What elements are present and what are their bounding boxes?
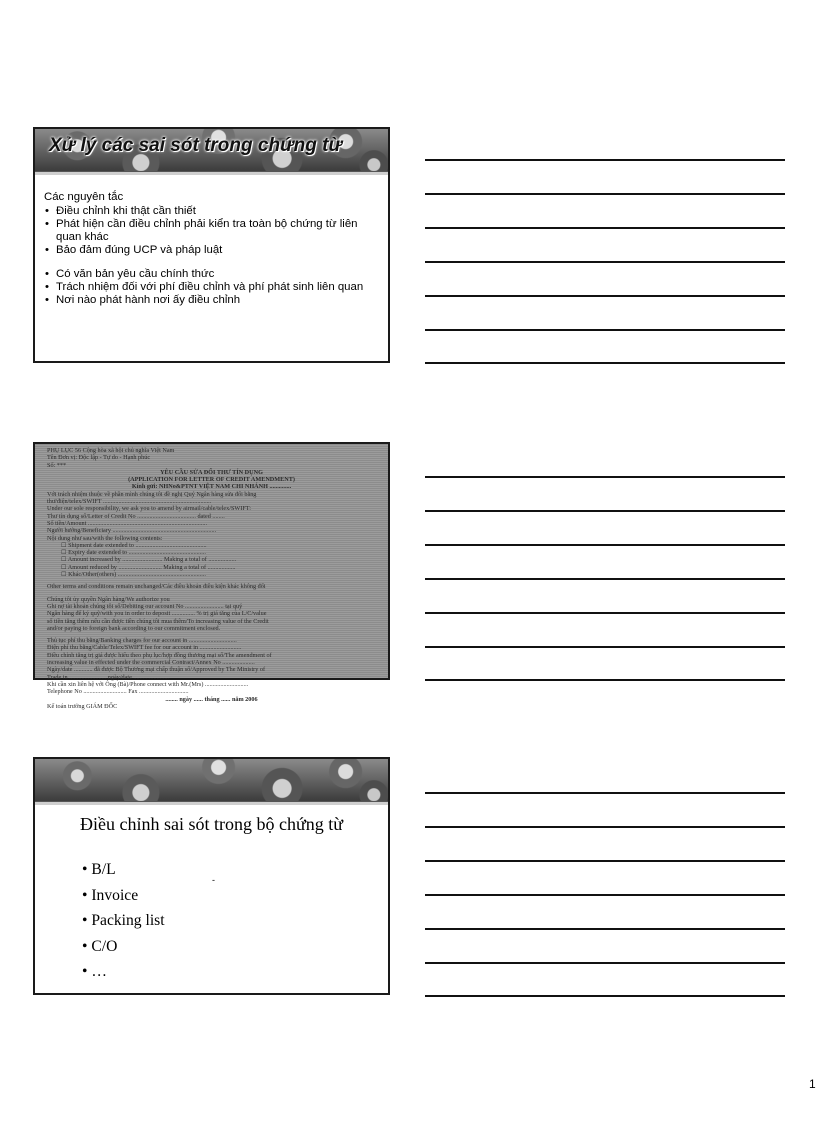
list-item: • … <box>82 959 388 985</box>
list-item: • B/L <box>82 857 388 883</box>
note-line <box>425 962 785 964</box>
form-line: ☐ Expiry date extended to .................................................. <box>61 549 206 557</box>
list-item: • Invoice <box>82 883 388 909</box>
note-line <box>425 295 785 297</box>
form-line: Người hưởng/Beneficiary ................................................................... <box>47 527 217 535</box>
form-line: and/or paying to foreign bank according to our commitment enclosed. <box>47 624 221 632</box>
note-line <box>425 329 785 331</box>
page-number: 1 <box>809 1077 816 1091</box>
list-item: • Điều chỉnh khi thật cần thiết <box>44 205 378 218</box>
form-subtitle: (APPLICATION FOR LETTER OF CREDIT AMENDMENT) <box>128 476 295 484</box>
form-line: Chúng tôi ủy quyền Ngân hàng/We authorize you <box>47 595 170 603</box>
form-title: YÊU CẦU SỬA ĐỔI THƯ TÍN DỤNG <box>160 468 263 476</box>
slide-title: Điều chỉnh sai sót trong bộ chứng từ <box>80 814 343 834</box>
list-item: • C/O <box>82 934 388 960</box>
note-line <box>425 894 785 896</box>
note-line <box>425 679 785 681</box>
scanned-form-image <box>35 444 388 710</box>
form-line: Other terms and conditions remain unchanged/Các điều khoản điều kiện khác không đổi <box>47 583 266 591</box>
form-line: Tên Đơn vị: Độc lập - Tự do - Hạnh phúc <box>47 454 151 462</box>
form-line: số tiền tăng thêm nếu cần được tiền chúng tôi mua thêm/To increasing value of the Credit <box>47 617 269 625</box>
form-line: thư/điện/telex/SWIFT ...................................................................... <box>47 498 212 506</box>
note-line <box>425 612 785 614</box>
form-line: Với trách nhiệm thuộc về phần mình chúng tôi đề nghị Quý Ngân hàng sửa đổi bằng <box>47 490 257 498</box>
form-line: Under our sole responsibility, we ask you to amend by airmail/cable/telex/SWIFT: <box>47 505 251 513</box>
list-item: • Nơi nào phát hành nơi ấy điều chỉnh <box>44 294 378 307</box>
form-line: Ngày/date ............ đã được Bộ Thương mại chấp thuận số/Approved by The Ministry of <box>47 666 266 674</box>
form-line: Kính gửi: NHNo&PTNT VIỆT NAM CHI NHÁNH .............. <box>131 483 292 491</box>
slide-3 <box>33 757 390 995</box>
note-line <box>425 510 785 512</box>
slide-body <box>35 805 388 985</box>
list-item: • Phát hiện cần điều chỉnh phải kiển tra toàn bộ chứng từ liên quan khác <box>44 218 378 244</box>
form-line: ........ ngày ...... tháng ...... năm 2006 <box>165 695 258 703</box>
slide-1 <box>33 127 390 363</box>
note-line <box>425 860 785 862</box>
note-line <box>425 792 785 794</box>
form-line: Thư tín dụng số/Letter of Credit No ...................................... dated ........ <box>47 512 225 520</box>
form-line: ☐ Amount increased by .......................... Making a total of .................. <box>61 556 237 564</box>
principles-heading: Các nguyên tắc <box>44 191 124 203</box>
note-line <box>425 928 785 930</box>
list-item: • Packing list <box>82 908 388 934</box>
form-line: Thủ tục phí thu bằng/Banking charges for our account in ............................... <box>47 637 237 645</box>
form-line: ☐ Khác/Other(others) ......................................................... <box>61 571 206 579</box>
slide-banner <box>35 129 388 171</box>
form-line: PHỤ LỤC 56 Cộng hòa xã hội chủ nghĩa Việt Nam <box>47 447 175 454</box>
form-line: increasing value in effected under the commercial Contract/Annex No ..................... <box>47 659 255 667</box>
note-line <box>425 227 785 229</box>
note-line <box>425 826 785 828</box>
note-line <box>425 193 785 195</box>
note-line <box>425 578 785 580</box>
form-line: Trade in ........................ ngày/date ....................... <box>47 673 169 681</box>
form-line: Ngân hàng để ký quỹ/with you in order to deposit ............... % trị giá tăng của L/C/value <box>47 610 267 618</box>
form-line: ☐ Shipment date extended to .............................................. <box>61 541 207 549</box>
slide-banner <box>35 759 388 801</box>
list-item: • Bảo đảm đúng UCP và pháp luật <box>44 244 378 257</box>
note-line <box>425 261 785 263</box>
list-item: • Có văn bản yêu cầu chính thức <box>44 268 378 281</box>
form-line: Điện phí thu bằng/Cable/Telex/SWIFT fee for our account in ........................... <box>47 644 242 652</box>
principles-list <box>44 205 378 307</box>
form-line: Số: *** <box>47 461 67 469</box>
form-signature-line: Kế toán trưởng GIÁM ĐỐC <box>47 702 118 710</box>
form-line: Nội dung như sau/with the following contents: <box>47 534 163 542</box>
slide-title: Xử lý các sai sót trong chứng từ <box>49 135 343 156</box>
form-line: Ghi nợ tài khoản chúng tôi số/Debiting our account No ......................... tại quý <box>47 602 243 610</box>
note-line <box>425 159 785 161</box>
form-line: Điều chỉnh tăng trị giá được hiểu theo phụ lục/hợp đồng thương mại số/The amendment of <box>47 651 272 659</box>
form-line: Khi cần xin liên hệ với Ông (Bà)/Phone connect with Mr.(Mrs) ............................ <box>47 680 249 688</box>
form-line: Số tiền/Amount ............................................................................. <box>47 519 208 527</box>
note-line <box>425 544 785 546</box>
form-line: Telephone No ............................ Fax ................................ <box>47 688 189 696</box>
form-line: ☐ Amount reduced by ............................ Making a total of .................. <box>61 563 236 571</box>
note-line <box>425 646 785 648</box>
stray-dash: - <box>212 875 215 885</box>
note-line <box>425 476 785 478</box>
slide-body <box>35 175 388 307</box>
note-line <box>425 362 785 364</box>
slide-2 <box>33 442 390 710</box>
list-item: • Trách nhiệm đối với phí điều chỉnh và phí phát sinh liên quan <box>44 281 378 294</box>
note-line <box>425 995 785 997</box>
